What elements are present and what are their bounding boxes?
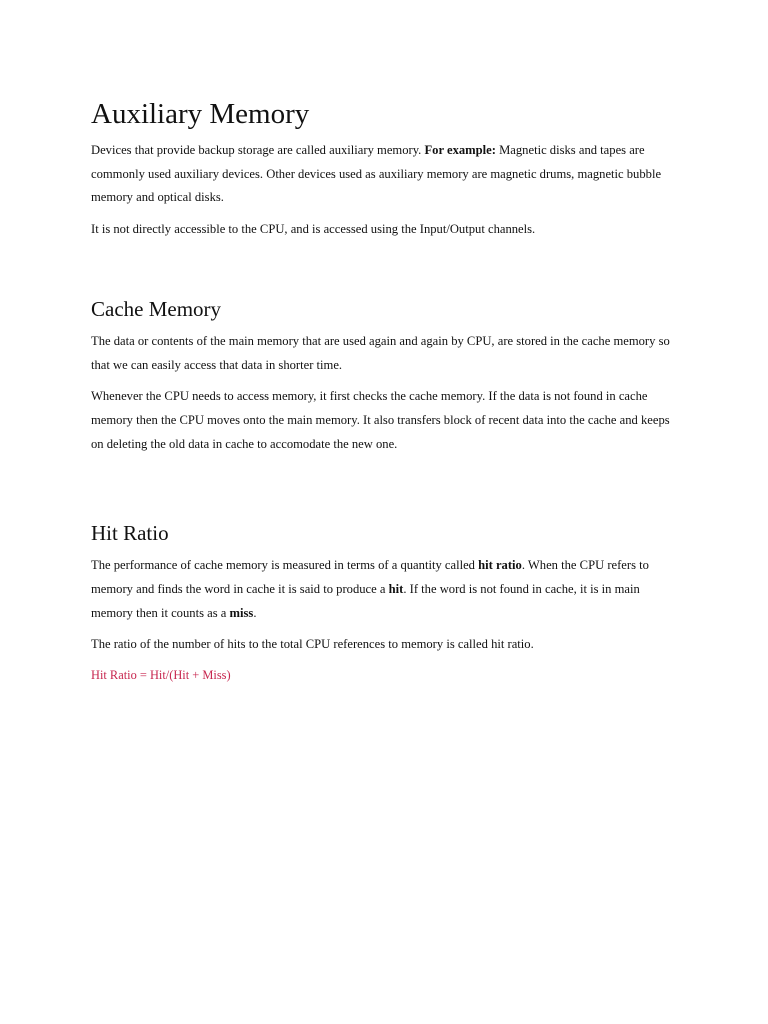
hit-p1-text-3: . If the word is not found in cache, it is in main memory then it counts as a [91, 582, 640, 620]
auxiliary-p1-text-after: Magnetic disks and tapes are commonly used auxiliary devices. Other devices used as auxiliary memory are magnetic drums, magnetic bubble memory and optical disks. [91, 143, 662, 205]
cache-memory-heading: Cache Memory [91, 296, 222, 321]
example-label: For example: [424, 143, 496, 157]
auxiliary-memory-heading: Auxiliary Memory [91, 98, 310, 130]
miss-term: miss [229, 605, 254, 620]
auxiliary-paragraph-2: It is not directly accessible to the CPU, and is accessed using the Input/Output channels. [91, 222, 536, 237]
hit-ratio-paragraph-1 [91, 554, 680, 625]
hit-p1-text-1: The performance of cache memory is measured in terms of a quantity called [91, 558, 479, 573]
hit-term: hit [388, 582, 404, 597]
hit-ratio-term: hit ratio [478, 558, 522, 573]
auxiliary-paragraph-1 [91, 139, 680, 210]
hit-p1-text-4: . [253, 605, 257, 620]
auxiliary-p1-text-before: Devices that provide backup storage are called auxiliary memory. [91, 143, 425, 157]
cache-paragraph-2: Whenever the CPU needs to access memory, it first checks the cache memory. If the data is not found in cache memory then the CPU moves onto the main memory. It also transfers block of recent data into the cache and keeps on deleting the old data in cache to accomodate the new one. [91, 389, 670, 451]
cache-paragraph-1: The data or contents of the main memory that are used again and again by CPU, are stored in the cache memory so that we can easily access that data in shorter time. [91, 333, 670, 372]
hit-ratio-paragraph-2: The ratio of the number of hits to the total CPU references to memory is called hit ratio. [91, 637, 534, 652]
hit-ratio-heading: Hit Ratio [91, 521, 169, 546]
hit-p1-text-2: . When the CPU refers to memory and finds the word in cache it is said to produce a [91, 558, 649, 597]
hit-ratio-formula: Hit Ratio = Hit/(Hit + Miss) [91, 668, 231, 683]
